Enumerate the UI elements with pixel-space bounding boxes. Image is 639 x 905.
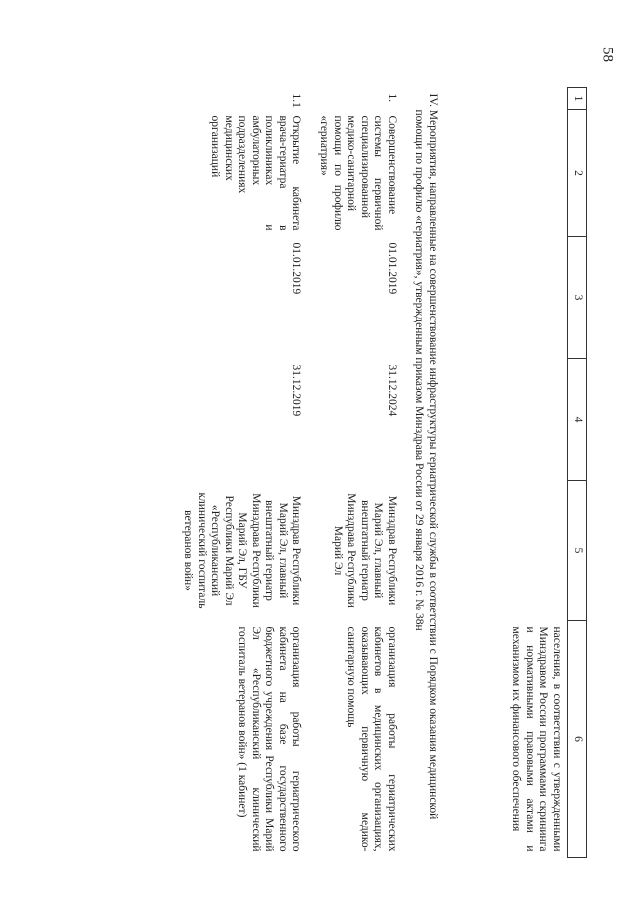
row-number: 1.1 xyxy=(290,93,303,108)
responsible-text: Минздрав Республики Марий Эл, главный внештатный гериатр Минздрава Республики Марий Эл xyxy=(331,493,398,608)
table-row xyxy=(172,88,308,858)
header-cell-3: 3 xyxy=(568,237,587,359)
plan-table xyxy=(172,87,587,858)
result-text: организация работы гериатрических кабинетов в медицинских организациях, оказывающих первичную медико-санитарную помощь xyxy=(345,626,398,852)
header-cell-2: 2 xyxy=(568,110,587,237)
start-date: 01.01.2019 xyxy=(385,242,398,295)
responsible-text: Минздрав Республики Марий Эл, главный внештатный гериатр Минздрава Республики Марий Эл, ГБУ Республики Марий Эл «Республиканский клинический госпиталь ветеранов войн» xyxy=(182,492,303,609)
continuation-result-text: населения, в соответствии с утвержденными Минздравом России программами скрининга и нормативными правовыми актами и механизмом их финансового обеспечения xyxy=(510,626,563,852)
activity-text: Совершенствование системы первичной специализированной медико-санитарной помощи по профилю «гериатрия» xyxy=(318,115,398,231)
result-text: организация работы гериатрического кабинета на базе государственного бюджетного учреждения Республики Марий Эл «Республиканский клинический госпиталь ветеранов войн» (1 кабинет) xyxy=(236,626,303,852)
section-heading-row xyxy=(404,88,447,858)
section-title: IV. Мероприятия, направленные на совершенствование инфраструктуры гериатрической службы в соответствии с Порядком оказания медицинской помощи по профилю «гериатрия», утвержденным приказом Минздрава России от 29 января 2016 г. № 38н xyxy=(413,93,439,820)
header-row xyxy=(568,88,587,858)
document-body xyxy=(117,87,587,857)
start-date: 01.01.2019 xyxy=(290,242,303,295)
end-date: 31.12.2019 xyxy=(290,364,303,417)
header-cell-6: 6 xyxy=(568,621,587,858)
end-date: 31.12.2024 xyxy=(385,364,398,417)
activity-text: Открытие кабинета врача-гериатра в поликлиниках и амбулаторных подразделениях медицинских организаций xyxy=(209,115,303,231)
header-cell-1: 1 xyxy=(568,88,587,110)
row-number: 1. xyxy=(385,93,398,103)
header-cell-5: 5 xyxy=(568,481,587,621)
table-row xyxy=(309,88,404,858)
rotated-page-content xyxy=(117,87,587,857)
header-cell-4: 4 xyxy=(568,359,587,481)
page-number: 58 xyxy=(599,47,616,62)
continuation-row xyxy=(447,88,568,858)
